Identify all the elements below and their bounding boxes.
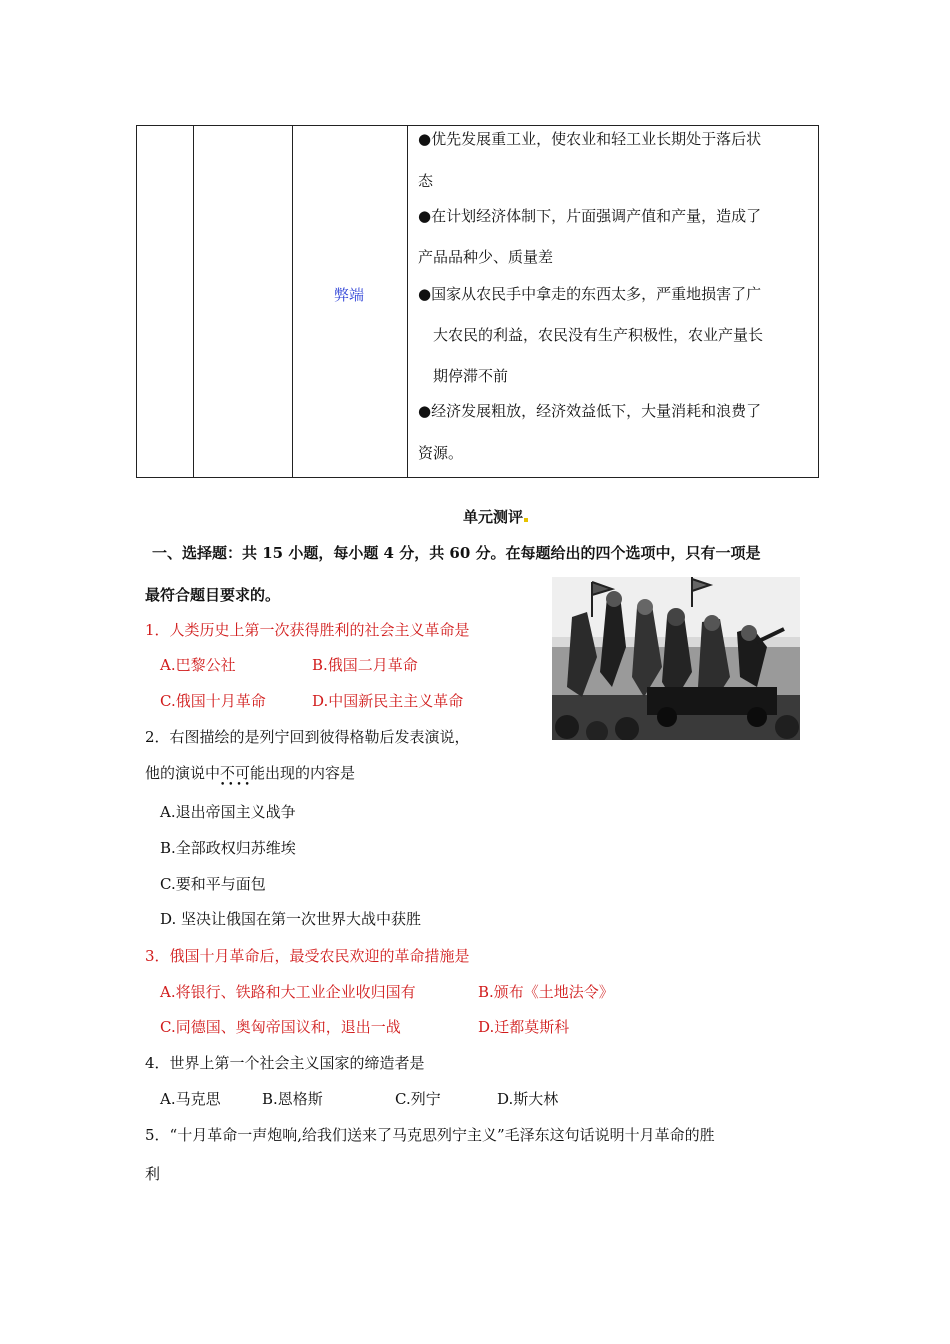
question-3: 3．俄国十月革命后，最受农民欢迎的革命措施是: [145, 947, 470, 965]
question-1: 1．人类历史上第一次获得胜利的社会主义革命是: [145, 621, 470, 639]
q1-option-b: B.俄国二月革命: [312, 656, 418, 674]
q2-option-c: C.要和平与面包: [160, 875, 266, 893]
drawback-item: ●经济发展粗放，经济效益低下，大量消耗和浪费了: [418, 402, 762, 420]
drawback-item-cont: 产品品种少、质量差: [418, 248, 554, 266]
drawback-item-cont: 资源。: [418, 444, 464, 462]
test-heading: 单元测评: [463, 506, 528, 527]
q2-option-a: A.退出帝国主义战争: [160, 803, 296, 821]
q1-option-c: C.俄国十月革命: [160, 692, 266, 710]
q3-option-a: A.将银行、铁路和大工业企业收归国有: [160, 983, 416, 1001]
table-col-divider: [292, 125, 293, 478]
q1-option-a: A.巴黎公社: [160, 656, 236, 674]
q4-option-a: A.马克思: [160, 1090, 221, 1108]
lenin-speech-icon: [552, 577, 800, 740]
q3-option-b: B.颁布《土地法令》: [478, 983, 614, 1001]
question-5-cont: 利: [145, 1165, 161, 1183]
table-border-top: [136, 125, 819, 126]
q4-option-d: D.斯大林: [497, 1090, 559, 1108]
q3-option-d: D.迁都莫斯科: [478, 1018, 570, 1036]
drawbacks-label: 弊端: [334, 286, 365, 304]
drawback-item-cont: 大农民的利益，农民没有生产积极性，农业产量长: [433, 326, 764, 344]
question-2: 2．右图描绘的是列宁回到彼得格勒后发表演说，: [145, 728, 470, 746]
q3-option-c: C.同德国、奥匈帝国议和，退出一战: [160, 1018, 401, 1036]
drawback-item: ●在计划经济体制下，片面强调产值和产量，造成了: [418, 207, 762, 225]
q4-option-b: B.恩格斯: [262, 1090, 323, 1108]
question-5: 5．“十月革命一声炮响,给我们送来了马克思列宁主义”毛泽东这句话说明十月革命的胜: [145, 1126, 715, 1144]
bullet-icon: ●: [418, 285, 432, 303]
drawback-item-cont: 态: [418, 172, 434, 190]
bullet-icon: ●: [418, 402, 432, 420]
lenin-speech-illustration: [552, 577, 800, 740]
bullet-icon: ●: [418, 130, 432, 148]
table-border-bottom: [136, 477, 819, 478]
q4-option-c: C.列宁: [395, 1090, 441, 1108]
bullet-icon: ●: [418, 207, 432, 225]
table-border-left: [136, 125, 137, 478]
accent-dot: [524, 518, 528, 522]
drawback-item: ●优先发展重工业，使农业和轻工业长期处于落后状: [418, 130, 762, 148]
table-col-divider: [193, 125, 194, 478]
question-2-cont: 他的演说中不可能 • •出现的内容是: [145, 762, 355, 783]
question-4: 4．世界上第一个社会主义国家的缔造者是: [145, 1054, 425, 1072]
q1-option-d: D.中国新民主主义革命: [312, 692, 464, 710]
q2-option-b: B.全部政权归苏维埃: [160, 839, 296, 857]
section-intro-cont: 最符合题目要求的。: [145, 586, 281, 604]
table-border-right: [818, 125, 819, 478]
table-col-divider: [407, 125, 408, 478]
drawback-item: ●国家从农民手中拿走的东西太多，严重地损害了广: [418, 285, 762, 303]
section-intro: 一、选择题：共 15 小题，每小题 4 分，共 60 分。在每题给出的四个选项中，只有一项是: [152, 544, 761, 562]
drawback-item-cont: 期停滞不前: [433, 367, 509, 385]
q2-option-d: D. 坚决让俄国在第一次世界大战中获胜: [160, 910, 422, 928]
emphasis-dots: 不可能 • •: [220, 764, 265, 782]
